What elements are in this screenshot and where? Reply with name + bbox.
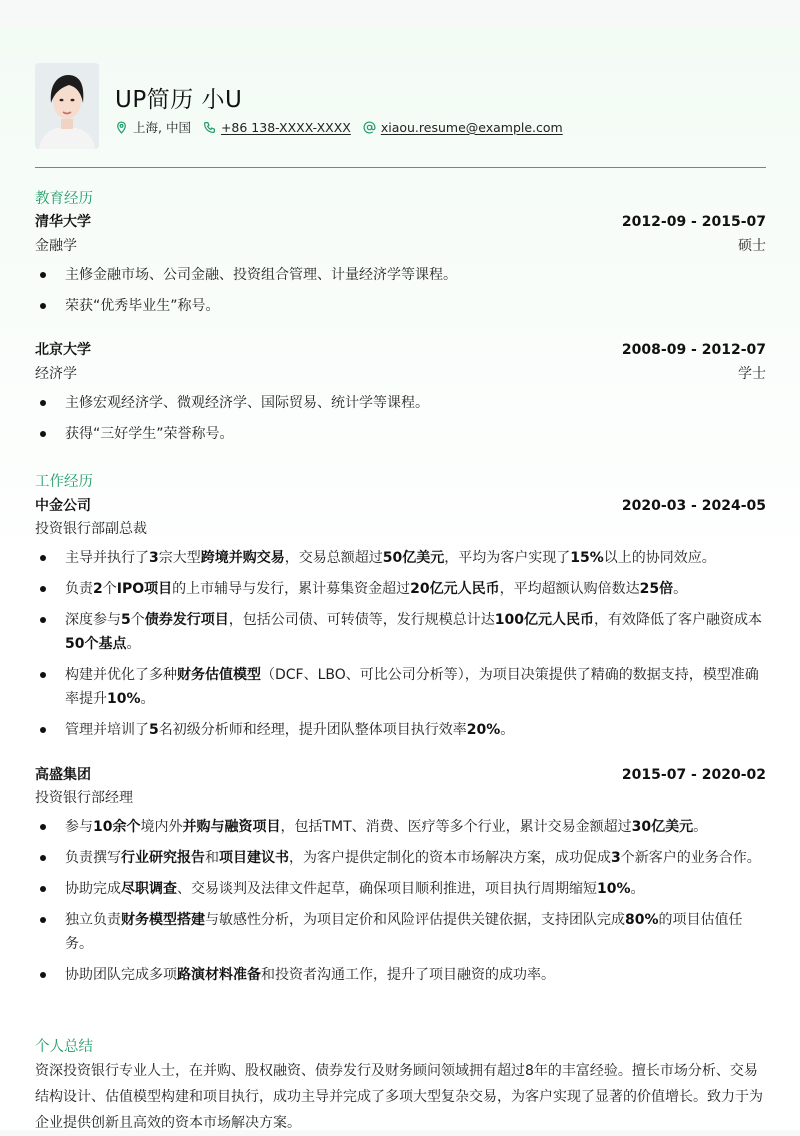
profile-photo xyxy=(35,63,99,149)
list-item: 主导并执行了3宗大型跨境并购交易，交易总额超过50亿美元，平均为客户实现了15%以上的协同效应。 xyxy=(35,546,766,570)
work-entry-header xyxy=(35,764,766,784)
education-entry-sub xyxy=(35,363,766,383)
list-item: 获得“三好学生”荣誉称号。 xyxy=(35,422,766,446)
company-name: 中金公司 xyxy=(35,498,91,514)
work-bullets xyxy=(35,815,766,994)
list-item: 管理并培训了5名初级分析师和经理，提升团队整体项目执行效率20%。 xyxy=(35,718,766,742)
resume-page xyxy=(35,0,766,1130)
school-name: 北京大学 xyxy=(35,342,91,358)
work-dates: 2015-07 - 2020-02 xyxy=(621,767,766,783)
list-item: 负责2个IPO项目的上市辅导与发行，累计募集资金超过20亿元人民币，平均超额认购倍数达25倍。 xyxy=(35,577,766,601)
at-sign-icon xyxy=(363,121,376,134)
school-name: 清华大学 xyxy=(35,214,91,230)
list-item: 独立负责财务模型搭建与敏感性分析，为项目定价和风险评估提供关键依据，支持团队完成80%的项目估值任务。 xyxy=(35,908,766,956)
phone-link[interactable]: +86 138-XXXX-XXXX xyxy=(220,119,351,135)
work-dates: 2020-03 - 2024-05 xyxy=(621,498,766,514)
summary-text: 资深投资银行专业人士，在并购、股权融资、债券发行及财务顾问领域拥有超过8年的丰富经验。擅长市场分析、交易结构设计、估值模型构建和项目执行，成功主导并完成了多项大型复杂交易，为客户实现了显著的价值增长。致力于为企业提供创新且高效的资本市场解决方案。 xyxy=(35,1063,763,1131)
company-name: 高盛集团 xyxy=(35,767,91,783)
work-entry-header xyxy=(35,495,766,515)
degree: 硕士 xyxy=(738,238,766,254)
list-item: 协助完成尽职调查、交易谈判及法律文件起草，确保项目顺利推进，项目执行周期缩短10%。 xyxy=(35,877,766,901)
degree: 学士 xyxy=(738,366,766,382)
email-link[interactable]: xiaou.resume@example.com xyxy=(380,119,563,135)
contact-row xyxy=(115,118,575,136)
education-entry-sub xyxy=(35,235,766,255)
job-title: 投资银行部经理 xyxy=(35,790,133,806)
list-item: 参与10余个境内外并购与融资项目，包括TMT、消费、医疗等多个行业，累计交易金额超过30亿美元。 xyxy=(35,815,766,839)
location-pin-icon xyxy=(115,121,128,134)
education-entry-header xyxy=(35,339,766,359)
list-item: 负责撰写行业研究报告和项目建议书，为客户提供定制化的资本市场解决方案，成功促成3个新客户的业务合作。 xyxy=(35,846,766,870)
header-divider xyxy=(35,167,766,168)
work-entry-sub xyxy=(35,518,766,538)
list-item: 深度参与5个债券发行项目，包括公司债、可转债等，发行规模总计达100亿元人民币，有效降低了客户融资成本50个基点。 xyxy=(35,608,766,656)
list-item: 主修金融市场、公司金融、投资组合管理、计量经济学等课程。 xyxy=(35,263,766,287)
education-entry-header xyxy=(35,211,766,231)
email-item xyxy=(363,120,563,135)
work-section-title: 工作经历 xyxy=(35,474,93,490)
job-title: 投资银行部副总裁 xyxy=(35,521,147,537)
education-bullets xyxy=(35,391,766,453)
work-entry-sub xyxy=(35,787,766,807)
location-item xyxy=(115,118,191,136)
candidate-name: UP简历 小U xyxy=(115,87,243,113)
major: 经济学 xyxy=(35,366,77,382)
education-bullets xyxy=(35,263,766,325)
list-item: 构建并优化了多种财务估值模型（DCF、LBO、可比公司分析等），为项目决策提供了精确的数据支持，模型准确率提升10%。 xyxy=(35,663,766,711)
phone-item xyxy=(203,120,351,135)
phone-icon xyxy=(203,121,216,134)
education-dates: 2012-09 - 2015-07 xyxy=(621,214,766,230)
list-item: 协助团队完成多项路演材料准备和投资者沟通工作，提升了项目融资的成功率。 xyxy=(35,963,766,987)
work-bullets xyxy=(35,546,766,749)
location-text: 上海, 中国 xyxy=(133,120,191,135)
education-dates: 2008-09 - 2012-07 xyxy=(621,342,766,358)
summary-section-title: 个人总结 xyxy=(35,1039,93,1055)
list-item: 荣获“优秀毕业生”称号。 xyxy=(35,294,766,318)
resume-header xyxy=(35,63,766,151)
education-section-title: 教育经历 xyxy=(35,191,93,207)
list-item: 主修宏观经济学、微观经济学、国际贸易、统计学等课程。 xyxy=(35,391,766,415)
major: 金融学 xyxy=(35,238,77,254)
